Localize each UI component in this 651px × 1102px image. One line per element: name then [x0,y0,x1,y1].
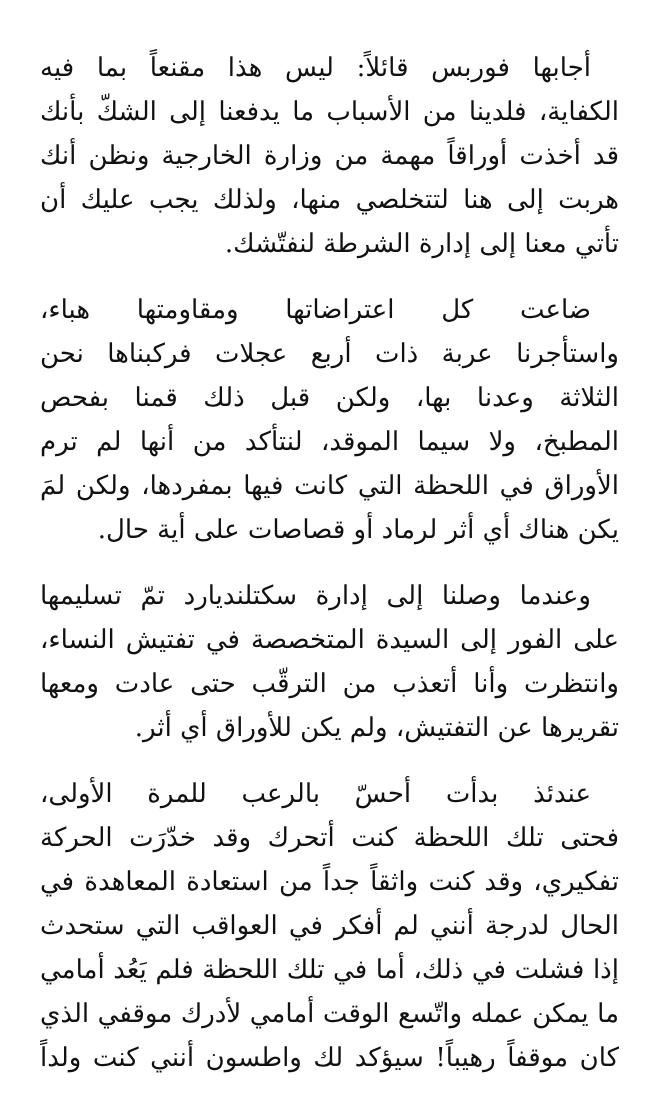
text-line: إذا فشلت في ذلك، أما في تلك اللحظة فلم يَعُد أمامي [40,955,619,985]
text-line: هربت إلى هنا لتتخلصي منها، ولذلك يجب عليك أن [40,185,619,215]
text-line: على الفور إلى السيدة المتخصصة في تفتيش النساء، [40,625,619,655]
text-line: ما يمكن عمله واتّسع الوقت أمامي لأدرك موقفي الذي [40,999,619,1029]
text-line: ضاعت كل اعتراضاتها ومقاومتها هباء، [40,295,591,325]
text-line: وانتظرت وأنا أتعذب من الترقّب حتى عادت ومعها [40,669,619,699]
text-line: فحتى تلك اللحظة كنت أتحرك وقد خدّرَت الحركة [40,823,619,853]
text-line: تفكيري، وقد كنت واثقاً جداً من استعادة المعاهدة في [40,867,619,897]
paragraph-4 [40,772,619,1080]
text-line: الكفاية، فلدينا من الأسباب ما يدفعنا إلى الشكّ بأنك [40,97,619,127]
text-line: الحال لدرجة أنني لم أفكر في العواقب التي ستحدث [40,911,619,941]
paragraph-3 [40,574,619,750]
text-line: أجابها فوربس قائلاً: ليس هذا مقنعاً بما فيه [40,53,591,83]
text-line: عندئذ بدأت أحسّ بالرعب للمرة الأولى، [40,779,591,809]
text-line: واستأجرنا عربة ذات أربع عجلات فركبناها نحن [40,339,619,369]
text-line: الثلاثة وعدنا بها، ولكن قبل ذلك قمنا بفحص [40,383,619,413]
text-line: تأتي معنا إلى إدارة الشرطة لنفتّشك. [224,229,619,259]
paragraph-2 [40,288,619,552]
text-line: كان موقفاً رهيباً! سيؤكد لك واطسون أنني كنت ولداً [40,1043,619,1073]
text-line: يكن هناك أي أثر لرماد أو قصاصات على أية حال. [97,515,619,545]
text-line: الأوراق في اللحظة التي كانت فيها بمفردها، ولكن لمَ [40,471,619,501]
text-line: قد أخذت أوراقاً مهمة من وزارة الخارجية ونظن أنك [40,141,619,171]
book-page [40,46,619,1102]
text-line: المطبخ، ولا سيما الموقد، لنتأكد من أنها لم ترم [40,427,619,457]
paragraph-1 [40,46,619,266]
text-line: تقريرها عن التفتيش، ولم يكن للأوراق أي أثر. [134,713,619,743]
text-line: وعندما وصلنا إلى إدارة سكتلنديارد تمّ تسليمها [40,581,591,611]
